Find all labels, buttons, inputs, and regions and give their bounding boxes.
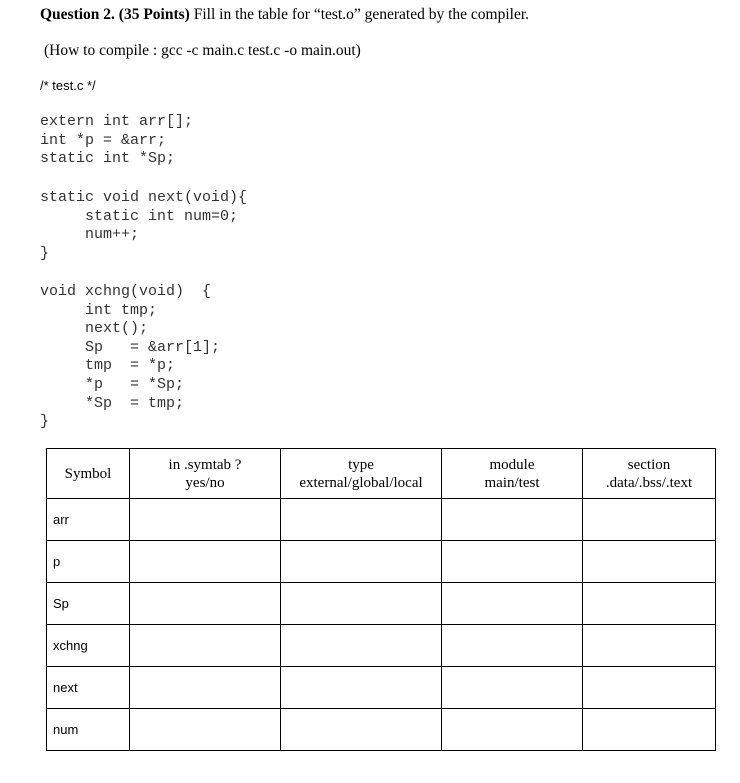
answer-cell-module[interactable]: [442, 499, 583, 541]
code-next-function: static void next(void){ static int num=0; num++; }: [40, 189, 248, 262]
answer-cell-section[interactable]: [583, 499, 716, 541]
answer-cell-symtab[interactable]: [130, 583, 281, 625]
symbol-cell: arr: [47, 499, 130, 541]
answer-cell-type[interactable]: [281, 709, 442, 751]
symbol-cell: p: [47, 541, 130, 583]
compile-instructions: (How to compile : gcc -c main.c test.c -o main.out): [44, 42, 361, 59]
header-module: module main/test: [442, 449, 583, 499]
answer-cell-symtab[interactable]: [130, 667, 281, 709]
answer-cell-section[interactable]: [583, 709, 716, 751]
symbol-cell: num: [47, 709, 130, 751]
header-section: section .data/.bss/.text: [583, 449, 716, 499]
answer-cell-symtab[interactable]: [130, 541, 281, 583]
table-row: [47, 709, 716, 751]
answer-cell-section[interactable]: [583, 583, 716, 625]
symbol-cell: next: [47, 667, 130, 709]
answer-cell-module[interactable]: [442, 709, 583, 751]
answer-cell-section[interactable]: [583, 541, 716, 583]
table-row: [47, 499, 716, 541]
question-heading: [40, 6, 529, 24]
header-symbol: Symbol: [47, 449, 130, 499]
answer-cell-type[interactable]: [281, 583, 442, 625]
symbol-table: [46, 448, 716, 751]
answer-cell-section[interactable]: [583, 667, 716, 709]
table-row: [47, 667, 716, 709]
table-row: [47, 625, 716, 667]
table-header-row: [47, 449, 716, 499]
answer-cell-symtab[interactable]: [130, 625, 281, 667]
header-symtab: in .symtab ? yes/no: [130, 449, 281, 499]
answer-cell-module[interactable]: [442, 541, 583, 583]
table-row: [47, 541, 716, 583]
symbol-cell: Sp: [47, 583, 130, 625]
answer-cell-type[interactable]: [281, 625, 442, 667]
code-xchng-function: void xchng(void) { int tmp; next(); Sp = &arr[1]; tmp = *p; *p = *Sp; *Sp = tmp; }: [40, 283, 221, 431]
answer-cell-type[interactable]: [281, 541, 442, 583]
table-row: [47, 583, 716, 625]
answer-cell-section[interactable]: [583, 625, 716, 667]
question-number: Question 2. (35 Points): [40, 6, 190, 23]
answer-cell-module[interactable]: [442, 667, 583, 709]
answer-cell-module[interactable]: [442, 583, 583, 625]
header-type: type external/global/local: [281, 449, 442, 499]
code-comment: /* test.c */: [40, 78, 96, 93]
answer-cell-type[interactable]: [281, 667, 442, 709]
answer-cell-symtab[interactable]: [130, 499, 281, 541]
answer-cell-symtab[interactable]: [130, 709, 281, 751]
code-declarations: extern int arr[]; int *p = &arr; static int *Sp;: [40, 113, 194, 168]
question-text: Fill in the table for “test.o” generated by the compiler.: [189, 6, 530, 23]
symbol-cell: xchng: [47, 625, 130, 667]
answer-cell-type[interactable]: [281, 499, 442, 541]
answer-cell-module[interactable]: [442, 625, 583, 667]
